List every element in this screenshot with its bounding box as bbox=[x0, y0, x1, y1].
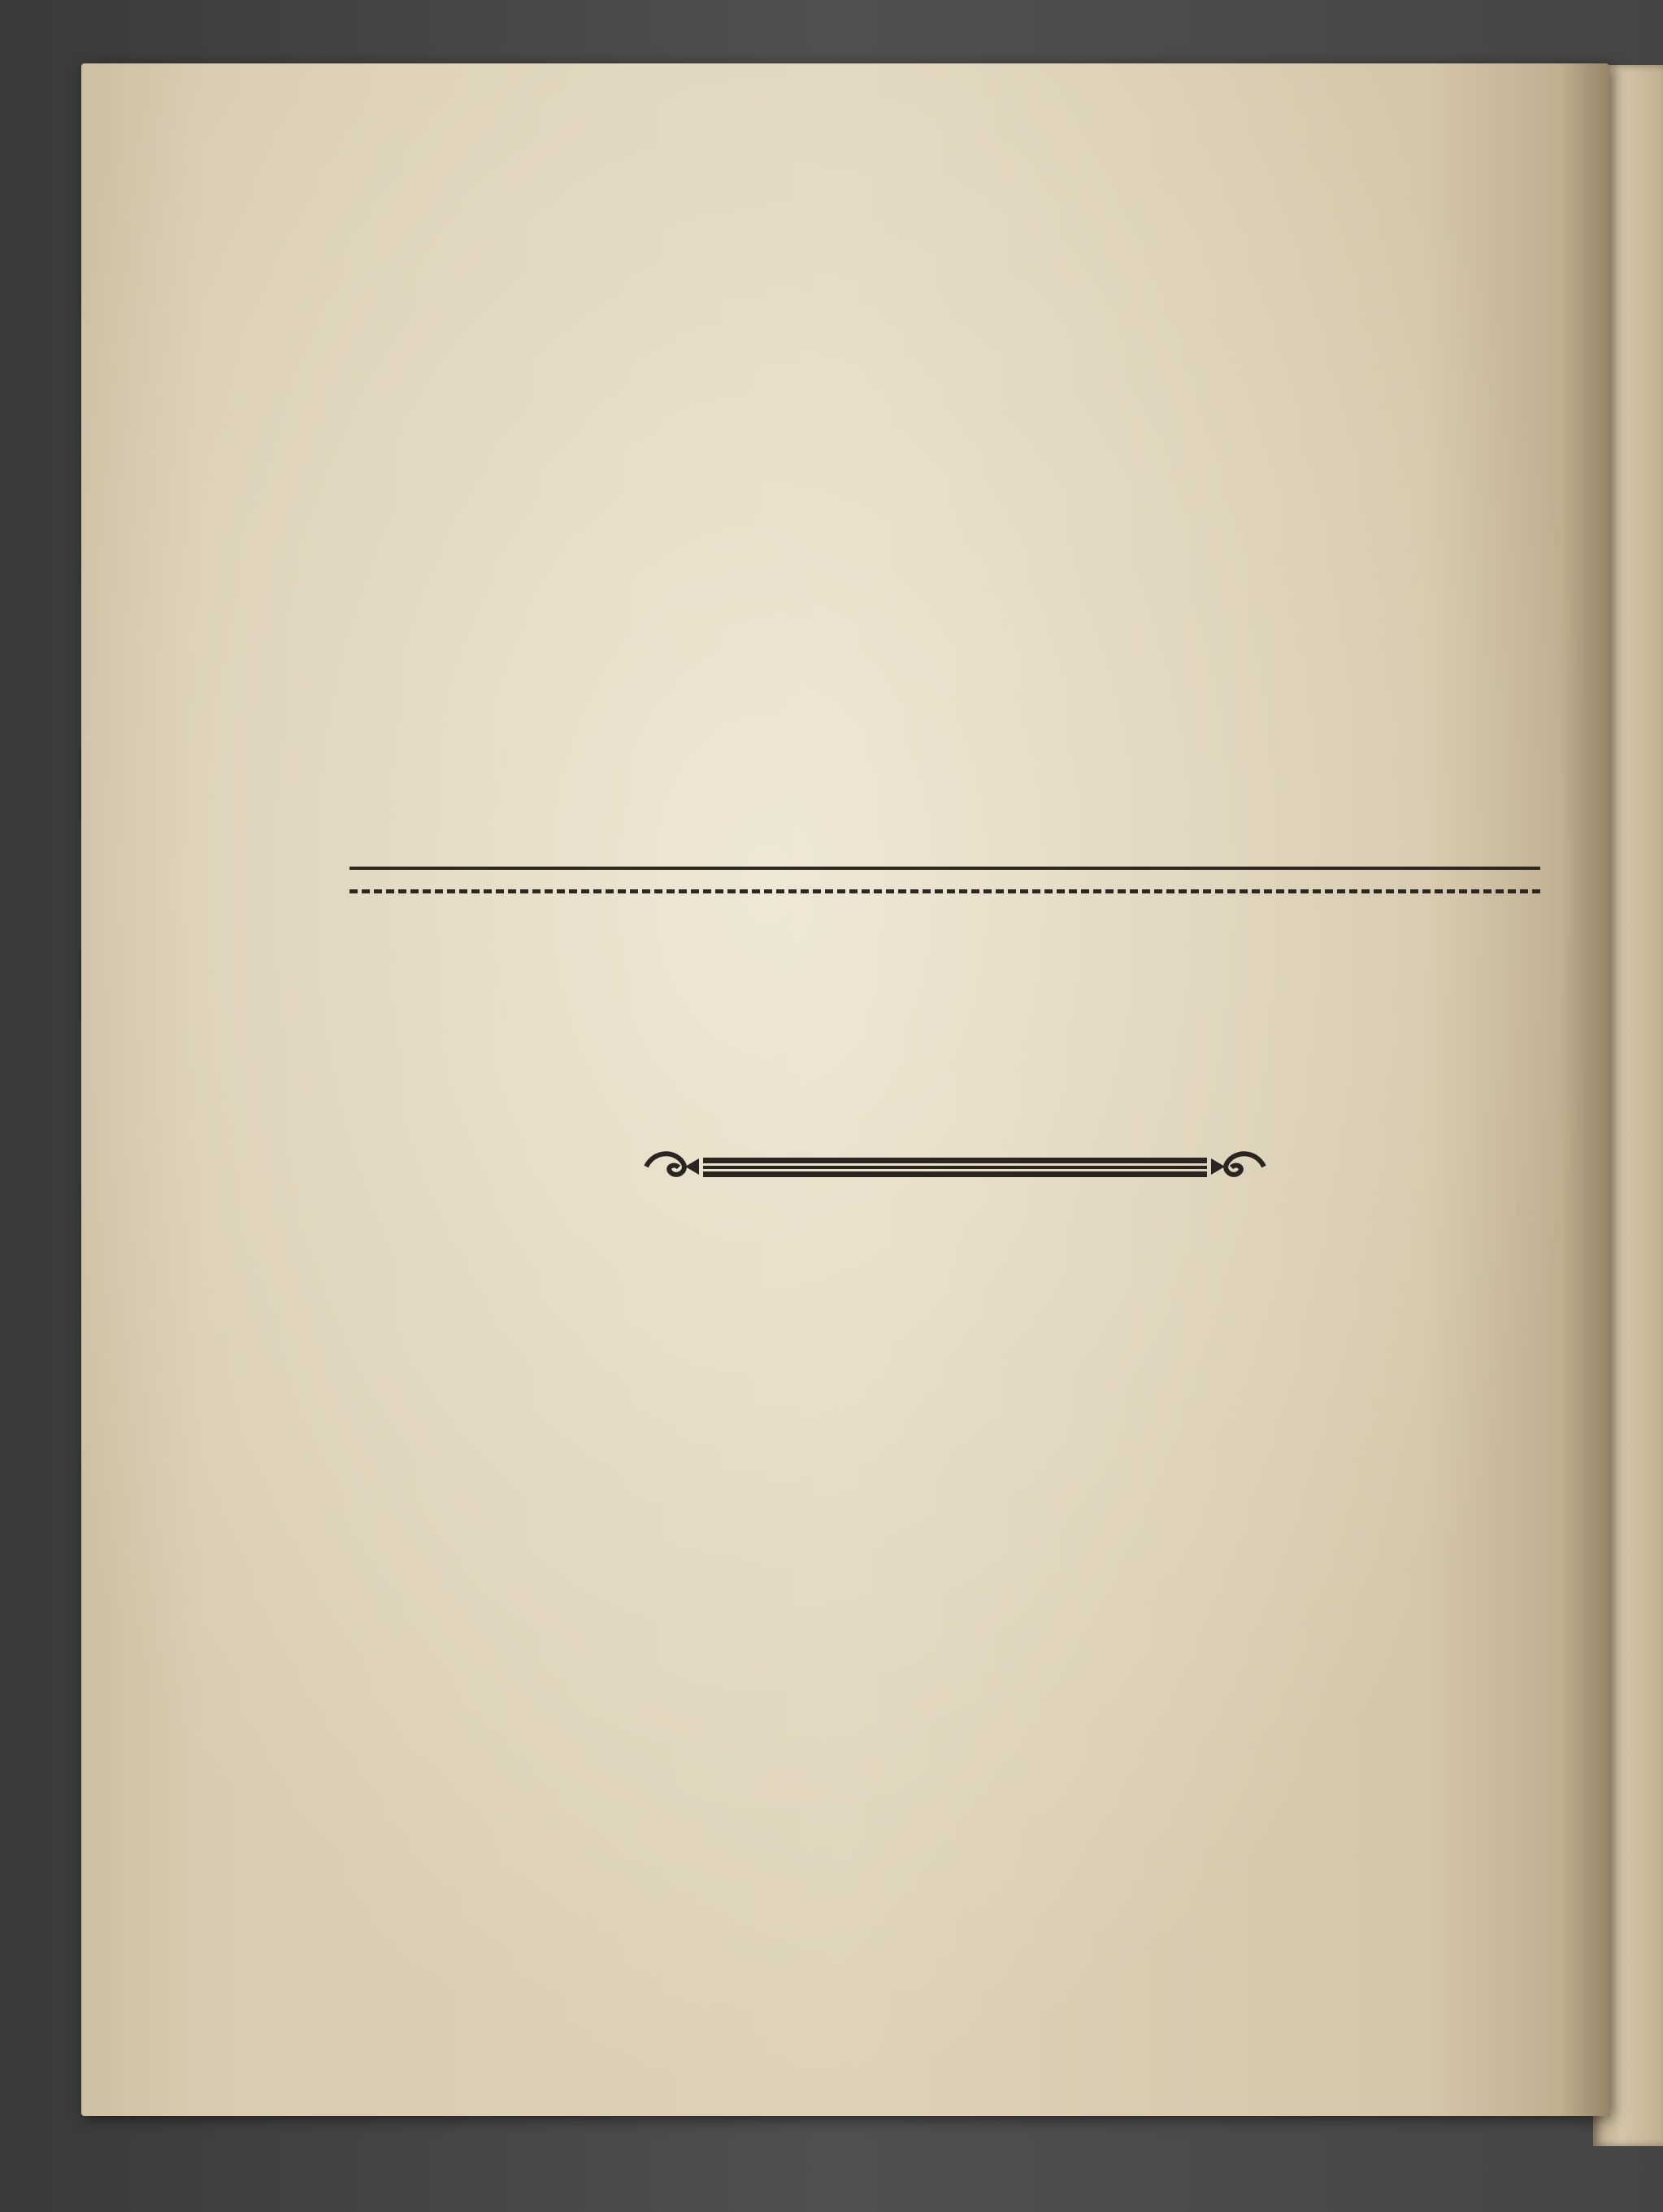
paragraph-todesfall bbox=[350, 558, 1520, 579]
paragraph-immobil-gueter bbox=[350, 270, 1519, 302]
paragraph-carsten-haase bbox=[350, 905, 1520, 917]
separator-rule bbox=[350, 867, 1540, 870]
paragraph-befoerderungen bbox=[350, 717, 1520, 733]
decorative-ornament-rule bbox=[638, 1146, 1272, 1187]
separator-dashed-rule bbox=[350, 889, 1540, 893]
